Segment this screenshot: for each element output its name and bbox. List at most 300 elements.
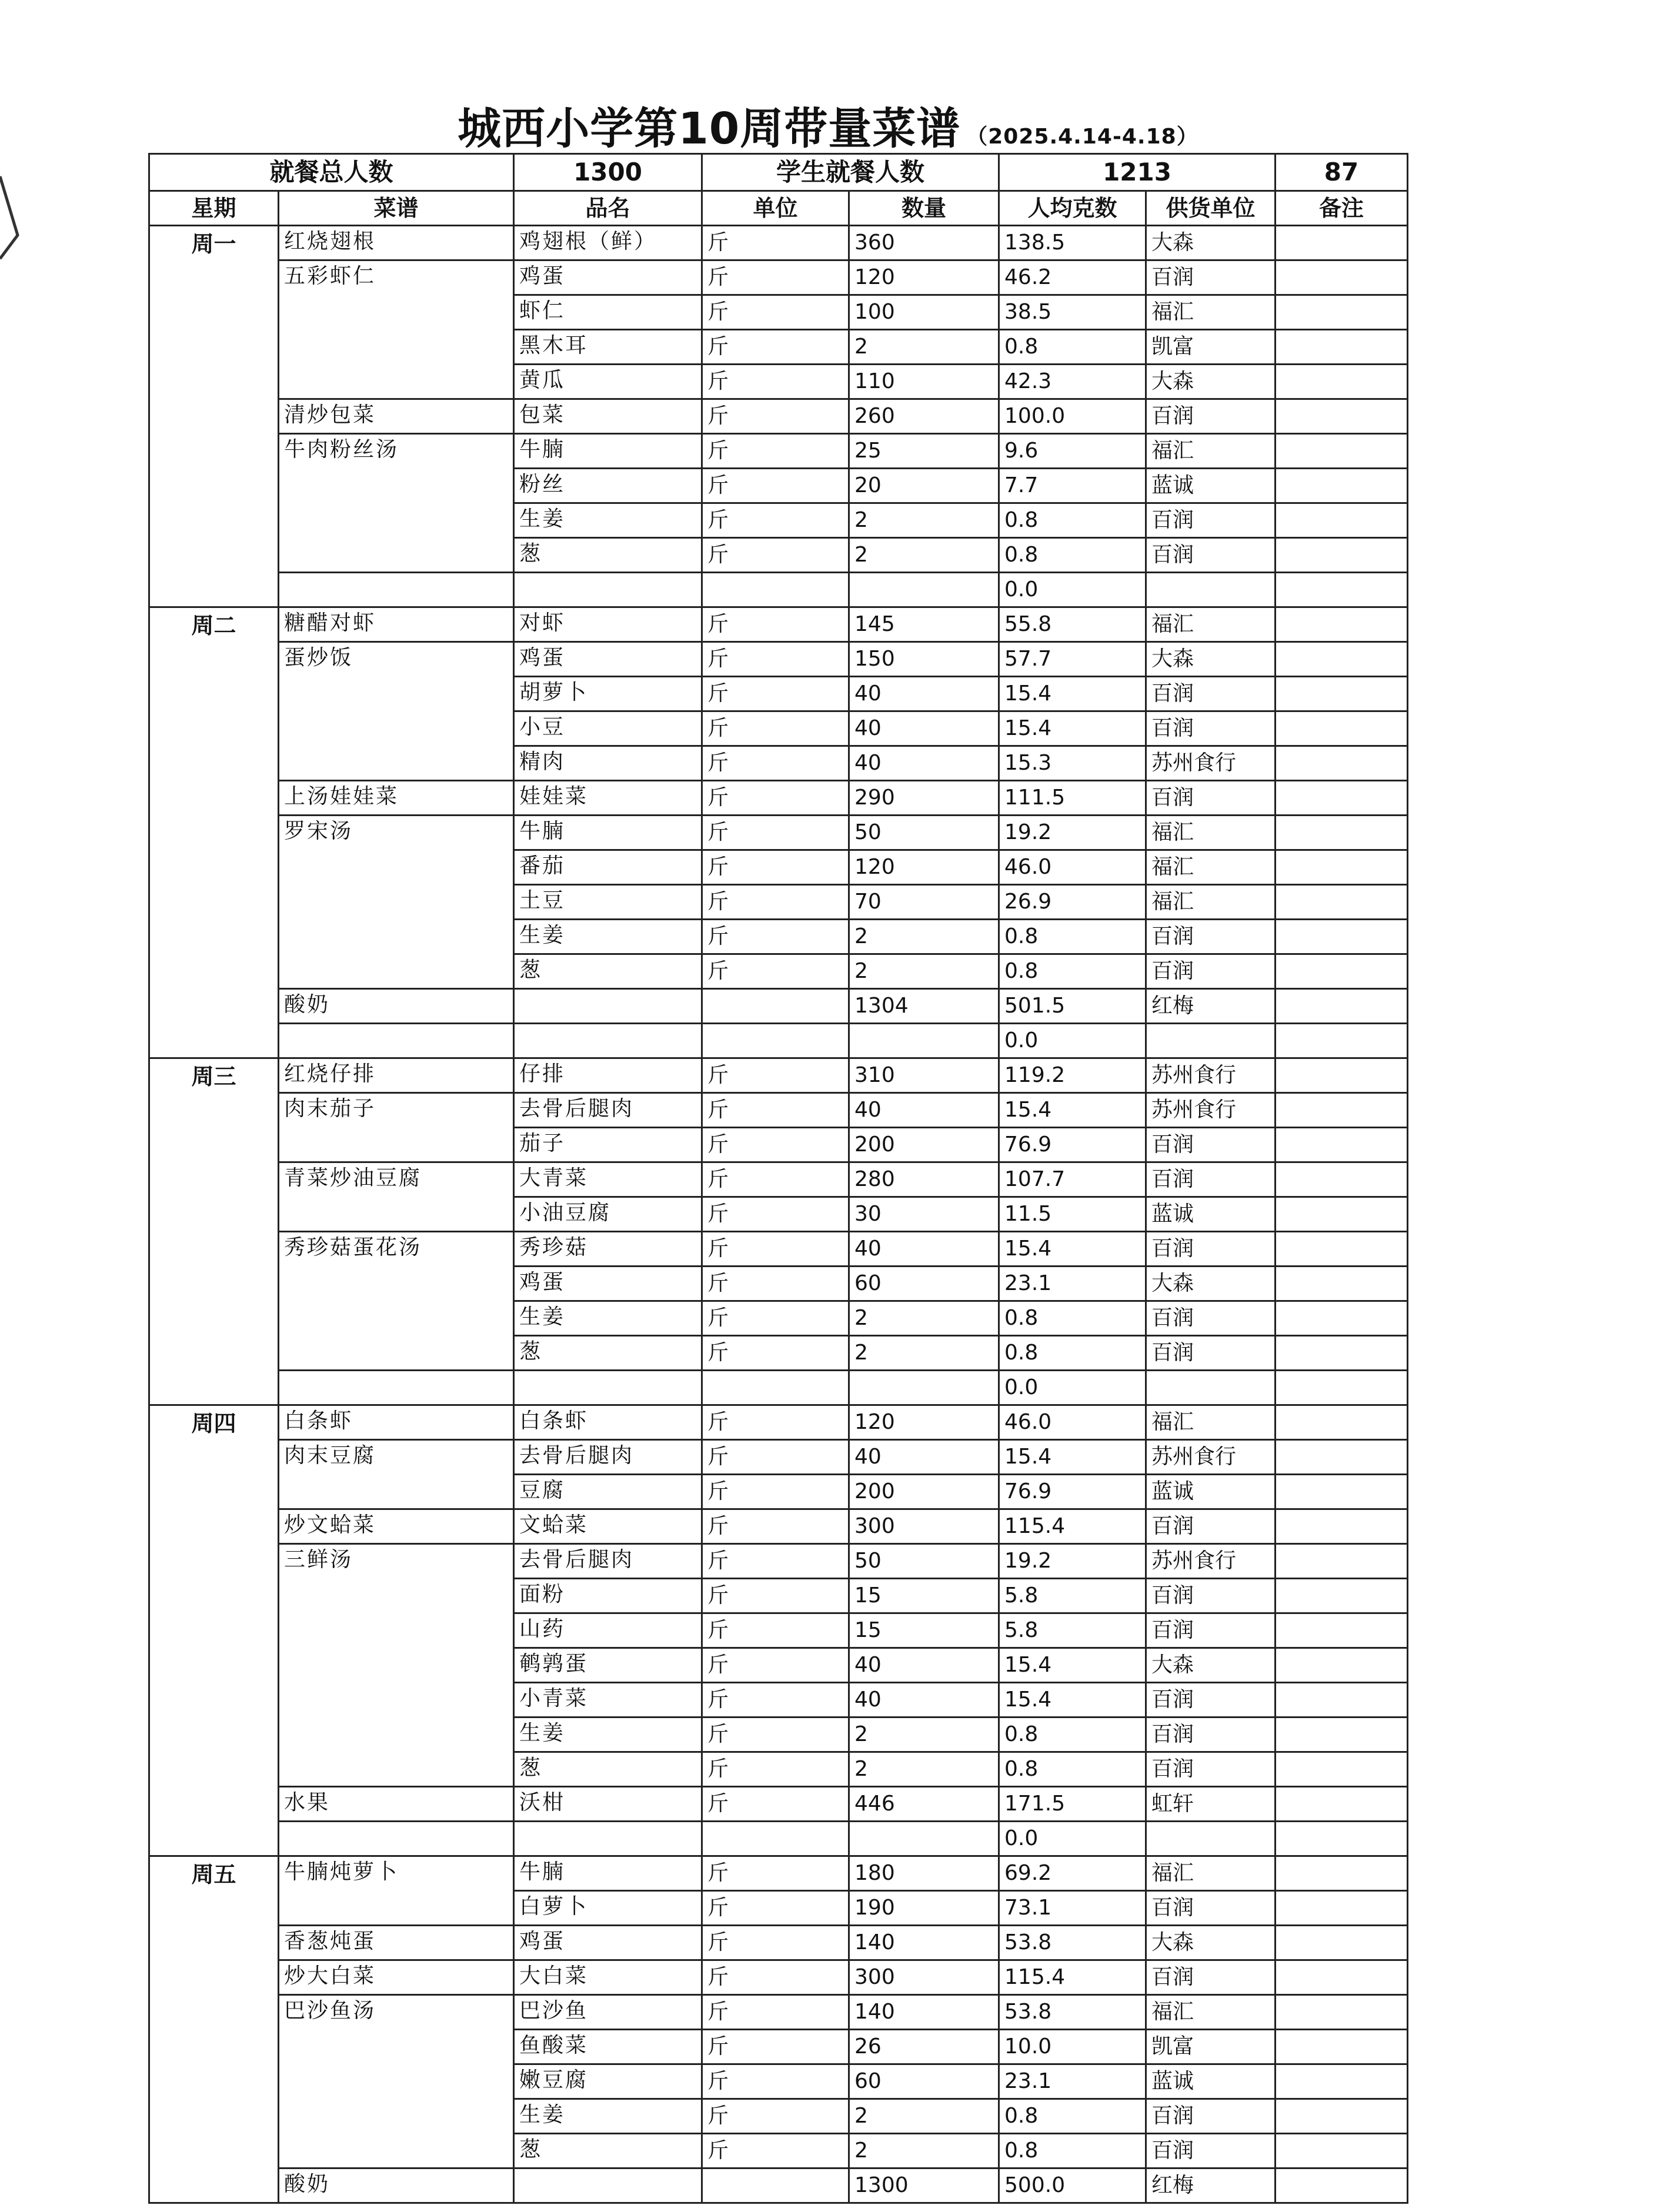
remarks-cell [1276,2064,1408,2099]
remarks-cell [1276,2134,1408,2168]
supplier-cell [1146,1822,1276,1856]
grams-cell: 100.0 [999,399,1146,434]
quantity-cell [849,1822,999,1856]
item-name-cell: 生姜 [514,920,702,954]
unit-cell: 斤 [702,1058,849,1093]
unit-cell: 斤 [702,1301,849,1336]
unit-cell: 斤 [702,1336,849,1371]
dish-cell: 炒文蛤菜 [279,1509,514,1544]
supplier-cell: 大森 [1146,365,1276,399]
supplier-cell: 福汇 [1146,434,1276,469]
table-row [149,1405,1408,1440]
supplier-cell: 福汇 [1146,295,1276,330]
grams-cell: 23.1 [999,1267,1146,1301]
remarks-cell [1276,1648,1408,1683]
dish-cell: 红烧仔排 [279,1058,514,1093]
supplier-cell: 百润 [1146,1718,1276,1752]
quantity-cell: 120 [849,1405,999,1440]
quantity-cell: 260 [849,399,999,434]
dish-cell: 上汤娃娃菜 [279,781,514,816]
item-name-cell: 葱 [514,538,702,573]
table-row [149,226,1408,260]
quantity-cell: 300 [849,1960,999,1995]
weekday-cell: 周五 [149,1856,279,2203]
grams-cell: 0.8 [999,1301,1146,1336]
grams-cell: 19.2 [999,1544,1146,1579]
grams-cell: 15.4 [999,1648,1146,1683]
grams-cell: 15.4 [999,711,1146,746]
table-row [149,1509,1408,1544]
item-name-cell [514,1024,702,1058]
other-value: 87 [1276,154,1408,191]
supplier-cell: 凯富 [1146,2030,1276,2064]
quantity-cell: 70 [849,885,999,920]
title-text: 城西小学第10周带量菜谱 [458,103,961,154]
quantity-cell: 2 [849,1336,999,1371]
supplier-cell: 大森 [1146,1648,1276,1683]
remarks-cell [1276,816,1408,850]
table-row [149,1232,1408,1267]
item-name-cell: 巴沙鱼 [514,1995,702,2030]
supplier-cell: 苏州食行 [1146,1058,1276,1093]
supplier-cell: 苏州食行 [1146,1440,1276,1475]
item-name-cell: 黄瓜 [514,365,702,399]
table-row [149,781,1408,816]
summary-row [149,154,1408,191]
grams-cell: 107.7 [999,1162,1146,1197]
item-name-cell: 精肉 [514,746,702,781]
dish-cell: 水果 [279,1787,514,1822]
quantity-cell: 140 [849,1995,999,2030]
remarks-cell [1276,1579,1408,1613]
supplier-cell: 百润 [1146,1683,1276,1718]
grams-cell: 15.4 [999,1440,1146,1475]
unit-cell: 斤 [702,295,849,330]
item-name-cell: 生姜 [514,503,702,538]
item-name-cell: 胡萝卜 [514,677,702,711]
supplier-cell [1146,1371,1276,1405]
grams-cell: 15.4 [999,1232,1146,1267]
grams-cell: 10.0 [999,2030,1146,2064]
remarks-cell [1276,746,1408,781]
unit-cell: 斤 [702,1197,849,1232]
grams-cell: 0.8 [999,1752,1146,1787]
table-row [149,816,1408,850]
quantity-cell: 15 [849,1613,999,1648]
dish-cell: 青菜炒油豆腐 [279,1162,514,1232]
unit-cell [702,1822,849,1856]
grams-cell: 119.2 [999,1058,1146,1093]
supplier-cell: 虹轩 [1146,1787,1276,1822]
supplier-cell: 百润 [1146,1232,1276,1267]
grams-cell: 55.8 [999,607,1146,642]
grams-cell: 11.5 [999,1197,1146,1232]
unit-cell: 斤 [702,816,849,850]
unit-cell: 斤 [702,1440,849,1475]
unit-cell: 斤 [702,365,849,399]
supplier-cell: 百润 [1146,1336,1276,1371]
grams-cell: 0.8 [999,503,1146,538]
quantity-cell: 1300 [849,2168,999,2203]
grams-cell: 26.9 [999,885,1146,920]
unit-cell: 斤 [702,2134,849,2168]
weekday-cell: 周三 [149,1058,279,1405]
item-name-cell: 鹌鹑蛋 [514,1648,702,1683]
table-row [149,1926,1408,1960]
supplier-cell: 百润 [1146,399,1276,434]
quantity-cell: 15 [849,1579,999,1613]
date-range: （2025.4.14-4.18） [966,125,1198,149]
remarks-cell [1276,850,1408,885]
remarks-cell [1276,399,1408,434]
quantity-cell: 280 [849,1162,999,1197]
quantity-cell: 60 [849,2064,999,2099]
remarks-cell [1276,1995,1408,2030]
remarks-cell [1276,1891,1408,1926]
total-value: 1300 [514,154,702,191]
header-supplier: 供货单位 [1146,191,1276,226]
remarks-cell [1276,2030,1408,2064]
remarks-cell [1276,330,1408,365]
unit-cell: 斤 [702,642,849,677]
grams-cell: 0.8 [999,954,1146,989]
unit-cell: 斤 [702,399,849,434]
supplier-cell: 蓝诚 [1146,2064,1276,2099]
item-name-cell: 仔排 [514,1058,702,1093]
item-name-cell: 面粉 [514,1579,702,1613]
dish-cell: 秀珍菇蛋花汤 [279,1232,514,1371]
grams-cell: 69.2 [999,1856,1146,1891]
dish-cell: 酸奶 [279,989,514,1024]
quantity-cell: 50 [849,1544,999,1579]
unit-cell: 斤 [702,538,849,573]
table-row [149,399,1408,434]
grams-cell: 171.5 [999,1787,1146,1822]
remarks-cell [1276,1718,1408,1752]
remarks-cell [1276,885,1408,920]
supplier-cell: 大森 [1146,642,1276,677]
item-name-cell: 白萝卜 [514,1891,702,1926]
quantity-cell: 40 [849,746,999,781]
grams-cell: 76.9 [999,1128,1146,1162]
header-remarks: 备注 [1276,191,1408,226]
supplier-cell: 百润 [1146,677,1276,711]
item-name-cell [514,1822,702,1856]
unit-cell: 斤 [702,954,849,989]
supplier-cell [1146,573,1276,607]
remarks-cell [1276,989,1408,1024]
unit-cell: 斤 [702,1856,849,1891]
weekday-cell: 周一 [149,226,279,607]
remarks-cell [1276,573,1408,607]
supplier-cell: 大森 [1146,1267,1276,1301]
item-name-cell: 对虾 [514,607,702,642]
supplier-cell: 福汇 [1146,816,1276,850]
grams-cell: 46.2 [999,260,1146,295]
quantity-cell: 290 [849,781,999,816]
remarks-cell [1276,677,1408,711]
item-name-cell: 豆腐 [514,1475,702,1509]
grams-cell: 500.0 [999,2168,1146,2203]
remarks-cell [1276,1128,1408,1162]
grams-cell: 73.1 [999,1891,1146,1926]
item-name-cell: 粉丝 [514,469,702,503]
item-name-cell [514,2168,702,2203]
unit-cell: 斤 [702,226,849,260]
item-name-cell: 山药 [514,1613,702,1648]
remarks-cell [1276,954,1408,989]
grams-cell: 5.8 [999,1613,1146,1648]
unit-cell: 斤 [702,850,849,885]
quantity-cell: 120 [849,850,999,885]
item-name-cell: 去骨后腿肉 [514,1544,702,1579]
quantity-cell: 100 [849,295,999,330]
supplier-cell: 百润 [1146,2134,1276,2168]
remarks-cell [1276,2168,1408,2203]
table-row [149,1093,1408,1128]
grams-cell: 111.5 [999,781,1146,816]
header-quantity: 数量 [849,191,999,226]
unit-cell: 斤 [702,1544,849,1579]
item-name-cell: 虾仁 [514,295,702,330]
unit-cell: 斤 [702,260,849,295]
supplier-cell: 大森 [1146,1926,1276,1960]
item-name-cell: 嫩豆腐 [514,2064,702,2099]
supplier-cell: 红梅 [1146,989,1276,1024]
remarks-cell [1276,1475,1408,1509]
item-name-cell: 生姜 [514,1718,702,1752]
remarks-cell [1276,1371,1408,1405]
grams-cell: 0.8 [999,1336,1146,1371]
grams-cell: 0.8 [999,330,1146,365]
grams-cell: 15.3 [999,746,1146,781]
unit-cell: 斤 [702,920,849,954]
header-item: 品名 [514,191,702,226]
supplier-cell: 百润 [1146,1891,1276,1926]
unit-cell: 斤 [702,885,849,920]
scan-edge-mark [0,171,24,265]
supplier-cell: 百润 [1146,1301,1276,1336]
quantity-cell: 20 [849,469,999,503]
quantity-cell: 40 [849,1232,999,1267]
supplier-cell: 福汇 [1146,1995,1276,2030]
supplier-cell: 苏州食行 [1146,746,1276,781]
unit-cell: 斤 [702,1267,849,1301]
dish-cell: 罗宋汤 [279,816,514,989]
item-name-cell: 鸡蛋 [514,1926,702,1960]
table-row [149,1544,1408,1579]
remarks-cell [1276,1822,1408,1856]
item-name-cell: 番茄 [514,850,702,885]
item-name-cell: 鸡蛋 [514,260,702,295]
quantity-cell: 145 [849,607,999,642]
quantity-cell: 120 [849,260,999,295]
quantity-cell: 2 [849,1718,999,1752]
supplier-cell: 百润 [1146,2099,1276,2134]
unit-cell: 斤 [702,781,849,816]
dish-cell: 牛肉粉丝汤 [279,434,514,573]
grams-cell: 0.8 [999,2134,1146,2168]
unit-cell: 斤 [702,1579,849,1613]
remarks-cell [1276,469,1408,503]
grams-cell: 115.4 [999,1509,1146,1544]
remarks-cell [1276,1787,1408,1822]
remarks-cell [1276,1336,1408,1371]
remarks-cell [1276,1405,1408,1440]
supplier-cell: 福汇 [1146,1405,1276,1440]
item-name-cell: 茄子 [514,1128,702,1162]
dish-cell [279,1822,514,1856]
grams-cell: 15.4 [999,677,1146,711]
supplier-cell: 百润 [1146,1613,1276,1648]
dish-cell: 五彩虾仁 [279,260,514,399]
unit-cell: 斤 [702,1162,849,1197]
remarks-cell [1276,1613,1408,1648]
item-name-cell: 娃娃菜 [514,781,702,816]
quantity-cell: 2 [849,503,999,538]
item-name-cell: 鸡翅根（鲜） [514,226,702,260]
remarks-cell [1276,295,1408,330]
supplier-cell: 百润 [1146,1509,1276,1544]
weekday-cell: 周四 [149,1405,279,1856]
remarks-cell [1276,920,1408,954]
item-name-cell: 牛腩 [514,1856,702,1891]
unit-cell: 斤 [702,677,849,711]
item-name-cell: 葱 [514,2134,702,2168]
item-name-cell: 生姜 [514,1301,702,1336]
grams-cell: 0.8 [999,920,1146,954]
dish-cell: 肉末茄子 [279,1093,514,1162]
unit-cell: 斤 [702,2030,849,2064]
grams-cell: 19.2 [999,816,1146,850]
table-row [149,607,1408,642]
item-name-cell [514,573,702,607]
unit-cell: 斤 [702,2099,849,2134]
dish-cell [279,1371,514,1405]
quantity-cell: 140 [849,1926,999,1960]
unit-cell: 斤 [702,1128,849,1162]
unit-cell: 斤 [702,607,849,642]
unit-cell: 斤 [702,1960,849,1995]
item-name-cell: 葱 [514,1752,702,1787]
grams-cell: 46.0 [999,1405,1146,1440]
quantity-cell: 50 [849,816,999,850]
remarks-cell [1276,1544,1408,1579]
supplier-cell: 百润 [1146,781,1276,816]
dish-cell: 酸奶 [279,2168,514,2203]
quantity-cell: 26 [849,2030,999,2064]
remarks-cell [1276,1509,1408,1544]
supplier-cell: 蓝诚 [1146,469,1276,503]
item-name-cell: 土豆 [514,885,702,920]
grams-cell: 53.8 [999,1995,1146,2030]
unit-cell: 斤 [702,1475,849,1509]
unit-cell: 斤 [702,1648,849,1683]
remarks-cell [1276,1752,1408,1787]
quantity-cell: 40 [849,1093,999,1128]
item-name-cell: 去骨后腿肉 [514,1093,702,1128]
supplier-cell: 百润 [1146,260,1276,295]
supplier-cell: 苏州食行 [1146,1544,1276,1579]
quantity-cell: 2 [849,2134,999,2168]
unit-cell: 斤 [702,1683,849,1718]
dish-cell: 糖醋对虾 [279,607,514,642]
dish-cell: 香葱炖蛋 [279,1926,514,1960]
dish-cell: 三鲜汤 [279,1544,514,1787]
quantity-cell: 2 [849,2099,999,2134]
remarks-cell [1276,781,1408,816]
quantity-cell: 300 [849,1509,999,1544]
grams-cell: 15.4 [999,1683,1146,1718]
remarks-cell [1276,365,1408,399]
grams-cell: 0.0 [999,573,1146,607]
unit-cell: 斤 [702,330,849,365]
remarks-cell [1276,711,1408,746]
header-grams: 人均克数 [999,191,1146,226]
table-row [149,1856,1408,1891]
supplier-cell: 大森 [1146,226,1276,260]
grams-cell: 0.0 [999,1371,1146,1405]
remarks-cell [1276,1856,1408,1891]
supplier-cell: 百润 [1146,1128,1276,1162]
grams-cell: 115.4 [999,1960,1146,1995]
item-name-cell: 白条虾 [514,1405,702,1440]
supplier-cell: 红梅 [1146,2168,1276,2203]
quantity-cell: 25 [849,434,999,469]
unit-cell: 斤 [702,1718,849,1752]
unit-cell: 斤 [702,1926,849,1960]
supplier-cell: 福汇 [1146,1856,1276,1891]
table-row [149,642,1408,677]
remarks-cell [1276,1232,1408,1267]
item-name-cell: 葱 [514,1336,702,1371]
grams-cell: 57.7 [999,642,1146,677]
grams-cell: 15.4 [999,1093,1146,1128]
remarks-cell [1276,1926,1408,1960]
supplier-cell: 福汇 [1146,607,1276,642]
supplier-cell: 百润 [1146,711,1276,746]
table-row [149,260,1408,295]
quantity-cell: 2 [849,1752,999,1787]
unit-cell: 斤 [702,1232,849,1267]
dish-cell: 牛腩炖萝卜 [279,1856,514,1926]
supplier-cell: 百润 [1146,503,1276,538]
unit-cell: 斤 [702,1891,849,1926]
remarks-cell [1276,2099,1408,2134]
grams-cell: 0.8 [999,538,1146,573]
table-row [149,1995,1408,2030]
dish-cell: 蛋炒饭 [279,642,514,781]
item-name-cell [514,989,702,1024]
header-row [149,191,1408,226]
supplier-cell: 福汇 [1146,885,1276,920]
quantity-cell: 150 [849,642,999,677]
table-row [149,989,1408,1024]
remarks-cell [1276,1440,1408,1475]
remarks-cell [1276,642,1408,677]
quantity-cell: 40 [849,677,999,711]
quantity-cell [849,1371,999,1405]
unit-cell: 斤 [702,711,849,746]
dish-cell [279,1024,514,1058]
grams-cell: 0.8 [999,2099,1146,2134]
remarks-cell [1276,1058,1408,1093]
students-label: 学生就餐人数 [702,154,999,191]
header-weekday: 星期 [149,191,279,226]
unit-cell [702,1024,849,1058]
students-value: 1213 [999,154,1276,191]
quantity-cell: 2 [849,1301,999,1336]
